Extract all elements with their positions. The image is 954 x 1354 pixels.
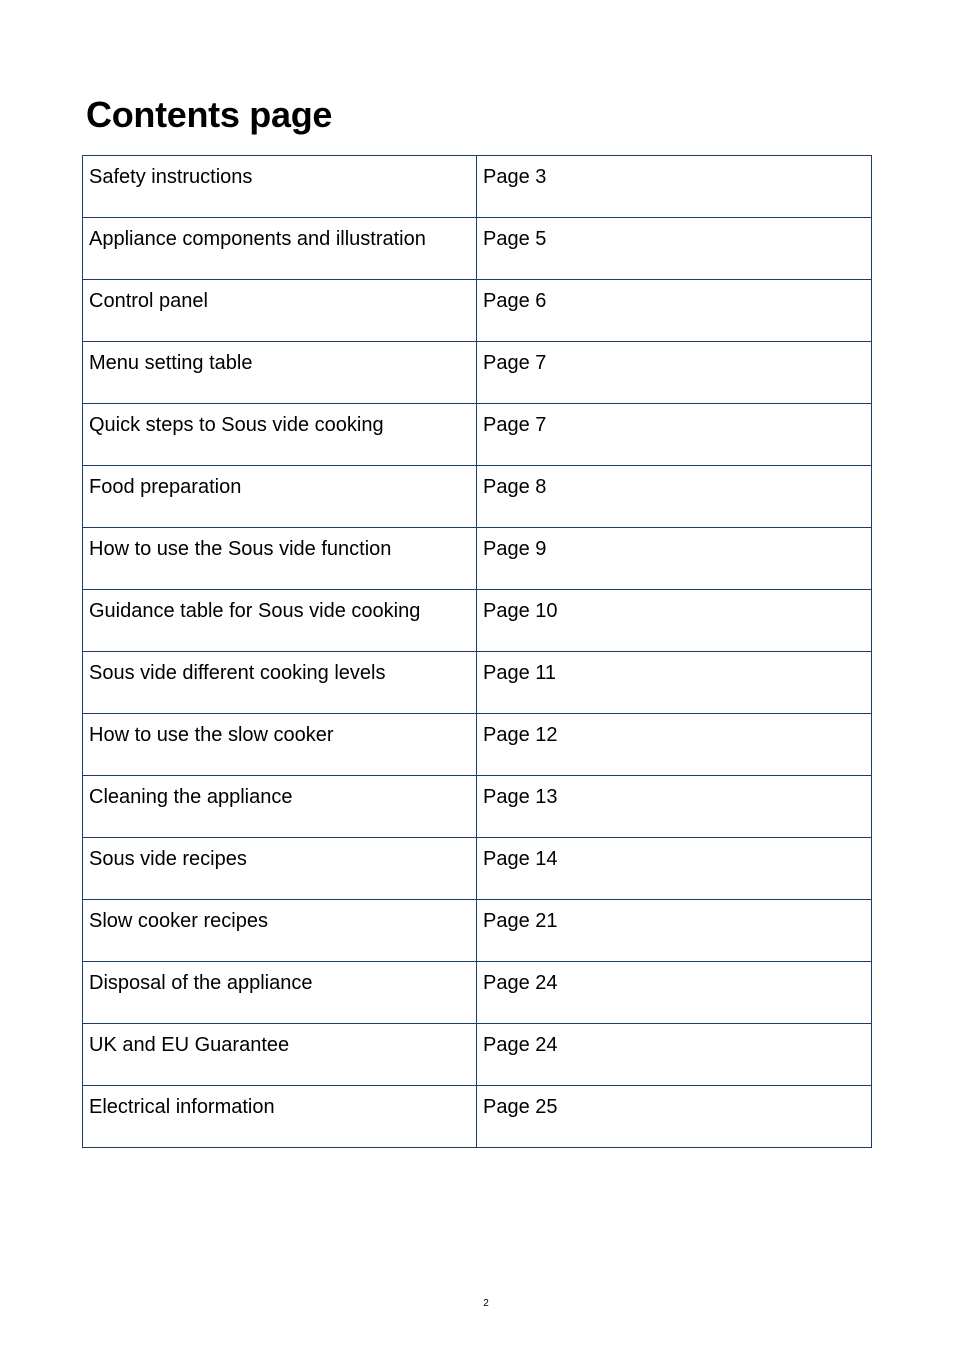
table-row <box>83 466 872 528</box>
contents-section-title: Control panel <box>83 280 477 342</box>
contents-page-reference: Page 14 <box>477 838 872 900</box>
table-row <box>83 528 872 590</box>
contents-page-reference: Page 8 <box>477 466 872 528</box>
page-number: 2 <box>483 1298 489 1309</box>
contents-page-reference: Page 3 <box>477 156 872 218</box>
contents-page-reference: Page 21 <box>477 900 872 962</box>
contents-page-reference: Page 24 <box>477 962 872 1024</box>
table-row <box>83 590 872 652</box>
contents-section-title: Menu setting table <box>83 342 477 404</box>
contents-section-title: How to use the Sous vide function <box>83 528 477 590</box>
contents-section-title: Appliance components and illustration <box>83 218 477 280</box>
contents-section-title: Guidance table for Sous vide cooking <box>83 590 477 652</box>
table-row <box>83 280 872 342</box>
table-row <box>83 156 872 218</box>
contents-section-title: Cleaning the appliance <box>83 776 477 838</box>
contents-section-title: How to use the slow cooker <box>83 714 477 776</box>
table-row <box>83 900 872 962</box>
contents-section-title: Sous vide recipes <box>83 838 477 900</box>
contents-page-reference: Page 9 <box>477 528 872 590</box>
page-title: Contents page <box>86 94 333 135</box>
table-row <box>83 838 872 900</box>
contents-page-reference: Page 11 <box>477 652 872 714</box>
contents-table-body <box>83 156 872 1148</box>
contents-section-title: Slow cooker recipes <box>83 900 477 962</box>
table-row <box>83 962 872 1024</box>
contents-table <box>82 155 872 1148</box>
table-row <box>83 342 872 404</box>
table-row <box>83 652 872 714</box>
contents-page-reference: Page 5 <box>477 218 872 280</box>
contents-page-reference: Page 6 <box>477 280 872 342</box>
table-row <box>83 404 872 466</box>
table-row <box>83 1024 872 1086</box>
contents-section-title: Sous vide different cooking levels <box>83 652 477 714</box>
contents-section-title: Electrical information <box>83 1086 477 1148</box>
contents-page-reference: Page 24 <box>477 1024 872 1086</box>
contents-page-reference: Page 13 <box>477 776 872 838</box>
contents-section-title: Quick steps to Sous vide cooking <box>83 404 477 466</box>
contents-section-title: Safety instructions <box>83 156 477 218</box>
contents-page-reference: Page 12 <box>477 714 872 776</box>
contents-page-reference: Page 7 <box>477 342 872 404</box>
contents-page-reference: Page 25 <box>477 1086 872 1148</box>
table-row <box>83 776 872 838</box>
table-row <box>83 714 872 776</box>
table-row <box>83 1086 872 1148</box>
contents-section-title: Food preparation <box>83 466 477 528</box>
contents-section-title: Disposal of the appliance <box>83 962 477 1024</box>
contents-page-reference: Page 7 <box>477 404 872 466</box>
table-row <box>83 218 872 280</box>
contents-section-title: UK and EU Guarantee <box>83 1024 477 1086</box>
contents-page-reference: Page 10 <box>477 590 872 652</box>
